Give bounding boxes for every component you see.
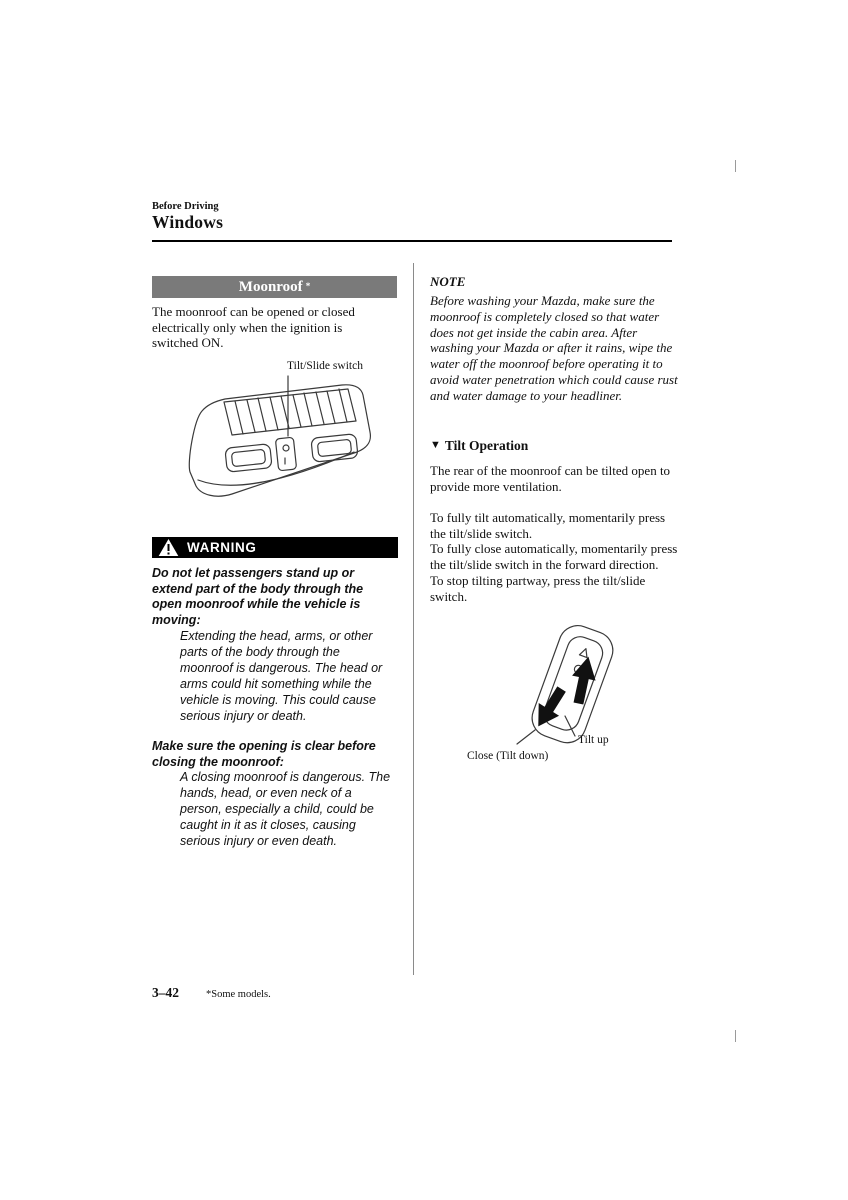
warning-triangle-icon xyxy=(158,538,179,557)
overhead-console-illustration xyxy=(160,374,395,532)
crop-mark xyxy=(735,160,736,172)
warning-title: WARNING xyxy=(187,540,257,555)
warning-banner xyxy=(152,537,398,558)
tilt-step: To fully tilt automatically, momentarily press the tilt/slide switch. xyxy=(430,510,666,541)
breadcrumb: Before Driving xyxy=(152,201,219,212)
warning-item-body: A closing moonroof is dangerous. The hands, head, or even neck of a person, especially a child, could be caught in it as it closes, causing serious injury or even death. xyxy=(180,770,391,848)
figure-callout-tilt-up: Tilt up xyxy=(578,734,609,746)
tilt-step: To stop tilting partway, press the tilt/slide switch. xyxy=(430,572,646,604)
warning-item-heading: Do not let passengers stand up or extend part of the body through the open moonroof while the vehicle is moving: xyxy=(152,566,364,627)
footnote-some-models: *Some models. xyxy=(206,989,271,1000)
page-number: 3–42 xyxy=(152,985,179,1000)
moonroof-section-header xyxy=(152,276,397,298)
tilt-operation-heading-text: Tilt Operation xyxy=(444,438,529,453)
section-marker-icon: ▼ xyxy=(430,439,441,451)
title-rule xyxy=(152,240,672,242)
column-divider xyxy=(413,263,414,975)
tilt-switch-illustration xyxy=(465,620,655,752)
some-models-marker: * xyxy=(305,281,311,291)
note-label: NOTE xyxy=(430,274,466,289)
tilt-step: To fully close automatically, momentarily press the tilt/slide switch in the forward direction. xyxy=(430,541,678,573)
moonroof-heading: Moonroof xyxy=(238,278,303,295)
crop-mark xyxy=(735,1030,736,1042)
tilt-up-arrow xyxy=(567,654,600,706)
warning-item-body: Extending the head, arms, or other parts of the body through the moonroof is dangerous. The head or arms could hit something while the vehicle is moving. This could cause serious injury or death. xyxy=(180,629,383,723)
figure-callout-tilt-slide-switch: Tilt/Slide switch xyxy=(287,360,363,372)
moonroof-intro-text: The moonroof can be opened or closed electrically only when the ignition is switched ON. xyxy=(152,304,355,351)
warning-item-heading: Make sure the opening is clear before closing the moonroof: xyxy=(152,739,376,769)
note-body: Before washing your Mazda, make sure the moonroof is completely closed so that water does not get inside the cabin area. After washing your Mazda or after it rains, wipe the water off the moonroof before operating it to avoid water penetration which could cause rust and water damage to your headliner. xyxy=(430,293,678,403)
tilt-operation-heading xyxy=(430,438,528,454)
page-title: Windows xyxy=(152,212,224,232)
tilt-operation-steps xyxy=(430,510,680,604)
figure-callout-close-tilt-down: Close (Tilt down) xyxy=(467,750,549,762)
tilt-operation-intro: The rear of the moonroof can be tilted open to provide more ventilation. xyxy=(430,463,671,494)
